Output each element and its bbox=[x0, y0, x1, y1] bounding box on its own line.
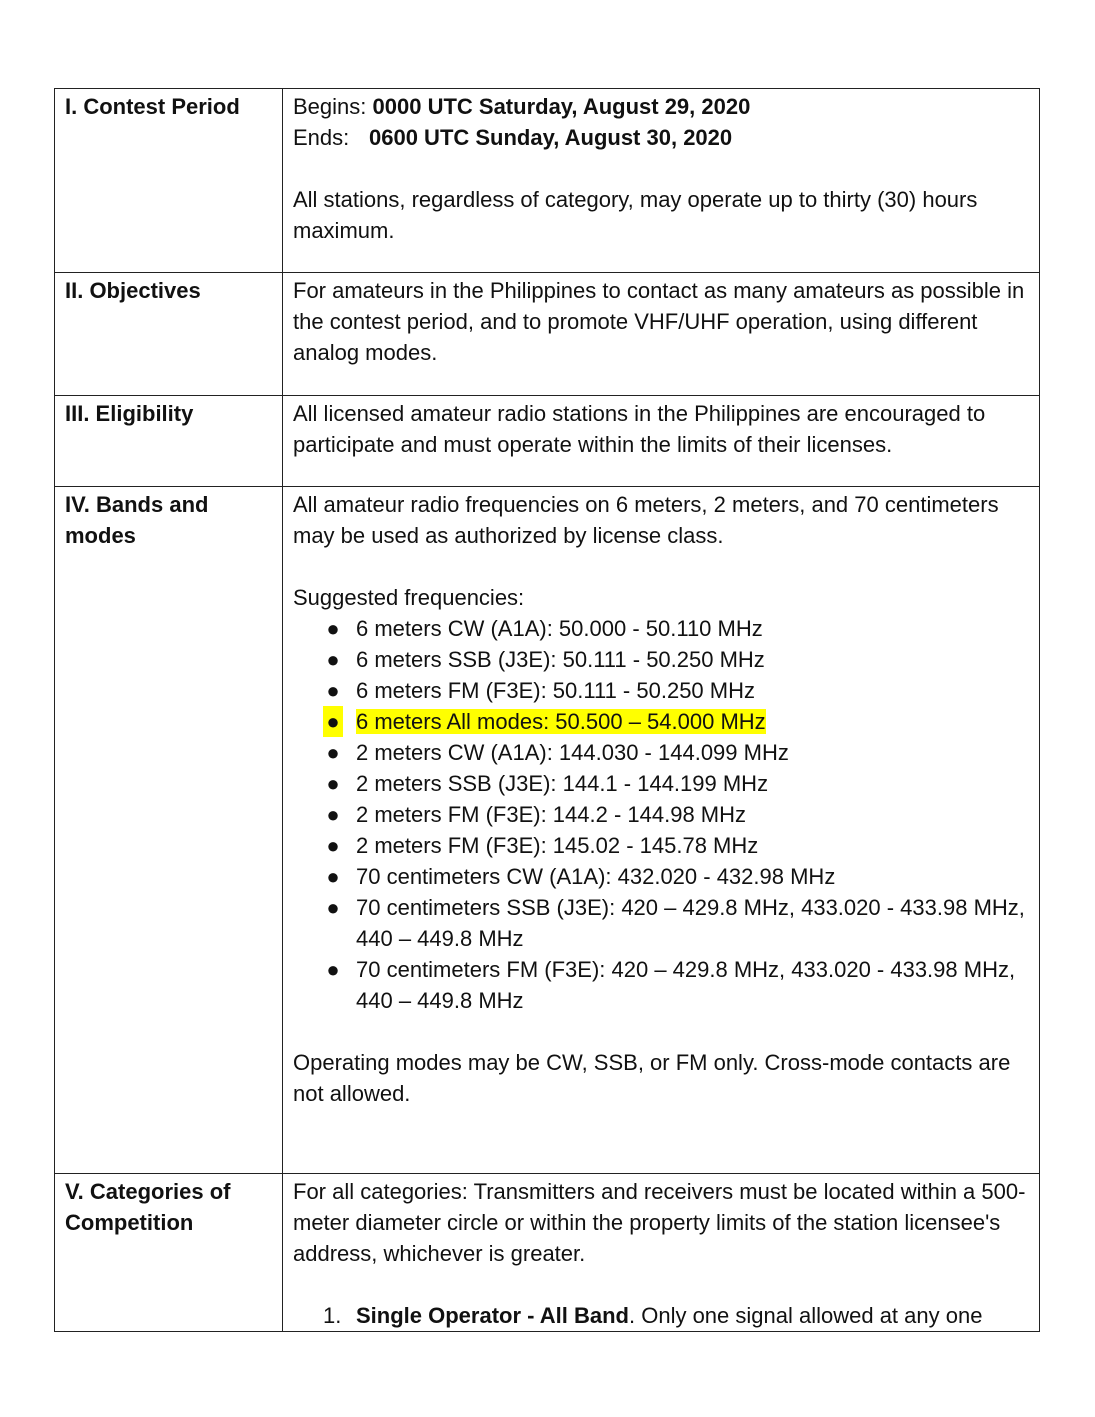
list-item bbox=[326, 737, 1029, 768]
row-content bbox=[283, 396, 1040, 487]
row-content bbox=[283, 273, 1040, 396]
category-list bbox=[293, 1300, 1029, 1331]
row-label: IV. Bands and modes bbox=[55, 487, 283, 1174]
row-contest-period bbox=[55, 89, 1040, 273]
ends-label: Ends: bbox=[293, 125, 350, 150]
list-item bbox=[326, 954, 1029, 1016]
paragraph: All stations, regardless of category, may operate up to thirty (30) hours maximum. bbox=[293, 187, 978, 243]
begins-value: 0000 UTC Saturday, August 29, 2020 bbox=[372, 94, 751, 119]
row-bands-and-modes bbox=[55, 487, 1040, 1174]
list-item bbox=[326, 675, 1029, 706]
category-text: . Only one signal allowed at any one bbox=[629, 1303, 983, 1328]
row-label: I. Contest Period bbox=[55, 89, 283, 273]
row-eligibility bbox=[55, 396, 1040, 487]
row-label: II. Objectives bbox=[55, 273, 283, 396]
row-content bbox=[283, 89, 1040, 273]
list-item bbox=[326, 799, 1029, 830]
paragraph: All amateur radio frequencies on 6 meters, 2 meters, and 70 centimeters may be used as authorized by license class. bbox=[293, 492, 999, 548]
frequency-text: 70 centimeters FM (F3E): 420 – 429.8 MHz, 433.020 - 433.98 MHz, 440 – 449.8 MHz bbox=[356, 957, 1016, 1013]
frequency-text: 2 meters FM (F3E): 144.2 - 144.98 MHz bbox=[356, 802, 747, 827]
row-label: V. Categories of Competition bbox=[55, 1174, 283, 1332]
spacer bbox=[293, 1016, 1029, 1047]
list-item bbox=[326, 768, 1029, 799]
bullet-icon: ● bbox=[326, 678, 340, 703]
bullet-icon: ● bbox=[326, 802, 340, 827]
suggested-heading: Suggested frequencies: bbox=[293, 585, 525, 610]
frequency-text: 6 meters CW (A1A): 50.000 - 50.110 MHz bbox=[356, 616, 763, 641]
frequency-text: 2 meters SSB (J3E): 144.1 - 144.199 MHz bbox=[356, 771, 769, 796]
row-content bbox=[283, 487, 1040, 1174]
paragraph: Operating modes may be CW, SSB, or FM only. Cross-mode contacts are not allowed. bbox=[293, 1050, 1011, 1106]
contest-rules-table bbox=[54, 88, 1040, 1332]
category-title: Single Operator - All Band bbox=[356, 1303, 629, 1328]
spacer bbox=[293, 551, 1029, 582]
spacer bbox=[293, 153, 1029, 184]
frequency-text: 6 meters FM (F3E): 50.111 - 50.250 MHz bbox=[356, 678, 755, 703]
bullet-icon: ● bbox=[326, 771, 340, 796]
row-label: III. Eligibility bbox=[55, 396, 283, 487]
bullet-icon: ● bbox=[326, 616, 340, 641]
paragraph: For amateurs in the Philippines to contact as many amateurs as possible in the contest period, and to promote VHF/UHF operation, using different analog modes. bbox=[293, 278, 1025, 365]
begins-label: Begins: bbox=[293, 94, 367, 119]
frequency-text: 70 centimeters SSB (J3E): 420 – 429.8 MHz, 433.020 - 433.98 MHz, 440 – 449.8 MHz bbox=[356, 895, 1025, 951]
frequency-text: 6 meters SSB (J3E): 50.111 - 50.250 MHz bbox=[356, 647, 765, 672]
list-item bbox=[326, 613, 1029, 644]
list-item bbox=[326, 892, 1029, 954]
ends-line bbox=[293, 122, 1029, 153]
list-item bbox=[326, 644, 1029, 675]
paragraph: All licensed amateur radio stations in the Philippines are encouraged to participate and must operate within the limits of their licenses. bbox=[293, 401, 986, 457]
frequency-text: 6 meters All modes: 50.500 – 54.000 MHz bbox=[356, 709, 766, 734]
frequency-text: 70 centimeters CW (A1A): 432.020 - 432.98 MHz bbox=[356, 864, 836, 889]
bullet-icon: ● bbox=[326, 647, 340, 672]
list-item bbox=[323, 1300, 1029, 1331]
list-item-highlighted bbox=[326, 706, 1029, 737]
row-objectives bbox=[55, 273, 1040, 396]
frequency-list bbox=[293, 613, 1029, 1016]
paragraph: For all categories: Transmitters and receivers must be located within a 500-meter diameter circle or within the property limits of the station licensee's address, whichever is greater. bbox=[293, 1179, 1026, 1266]
frequency-text: 2 meters FM (F3E): 145.02 - 145.78 MHz bbox=[356, 833, 759, 858]
ends-value: 0600 UTC Sunday, August 30, 2020 bbox=[369, 125, 733, 150]
bullet-icon: ● bbox=[326, 833, 340, 858]
bullet-icon: ● bbox=[326, 864, 340, 889]
list-item bbox=[326, 861, 1029, 892]
frequency-text: 2 meters CW (A1A): 144.030 - 144.099 MHz bbox=[356, 740, 789, 765]
row-categories bbox=[55, 1174, 1040, 1332]
row-content bbox=[283, 1174, 1040, 1332]
bullet-icon: ● bbox=[323, 706, 343, 737]
list-item bbox=[326, 830, 1029, 861]
bullet-icon: ● bbox=[326, 895, 340, 920]
bullet-icon: ● bbox=[326, 957, 340, 982]
spacer bbox=[293, 1269, 1029, 1300]
begins-line bbox=[293, 91, 1029, 122]
bullet-icon: ● bbox=[326, 740, 340, 765]
list-number: 1. bbox=[323, 1303, 342, 1328]
